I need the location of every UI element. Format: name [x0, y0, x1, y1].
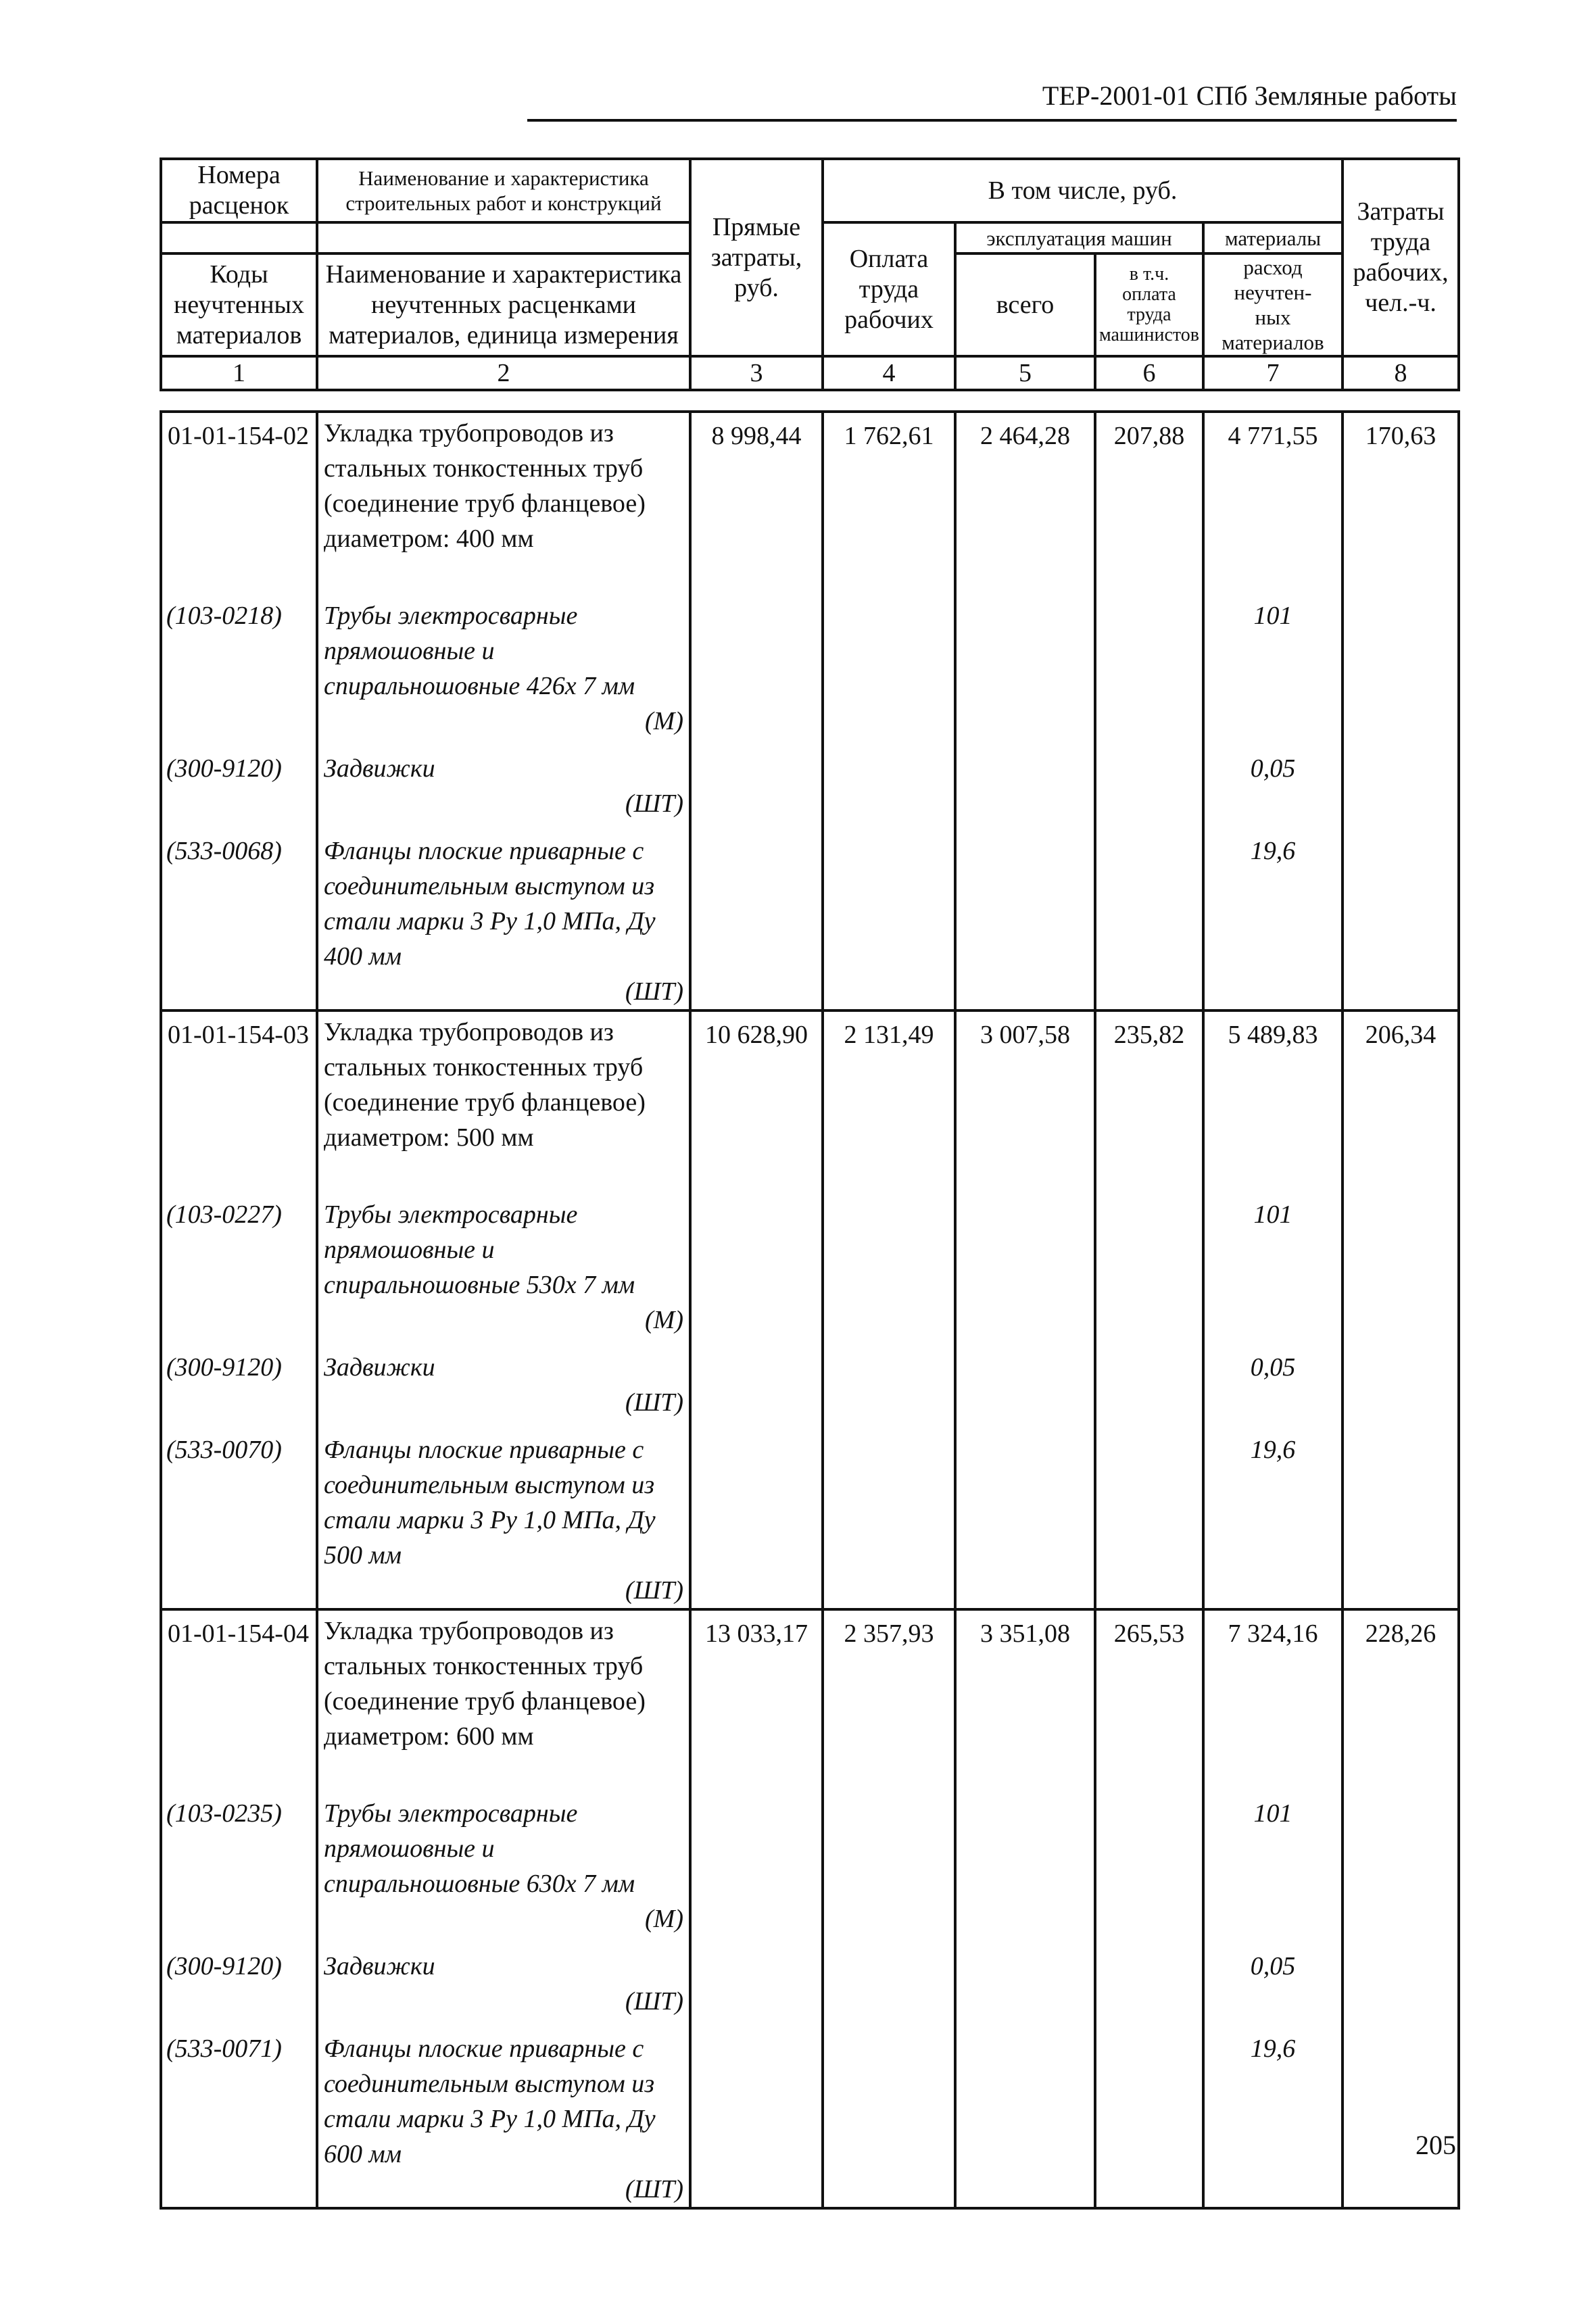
empty-cell — [955, 598, 1095, 751]
empty-cell — [1095, 1350, 1203, 1432]
text-line: стальных тонкостенных труб — [324, 1053, 644, 1081]
text-line: (соединение труб фланцевое) — [324, 489, 646, 518]
document-title: ТЕР-2001-01 СПб Земляные работы — [1042, 80, 1457, 111]
header-direct-costs — [690, 159, 823, 356]
text-line: 600 мм — [324, 2140, 402, 2168]
material-code: (103-0227) — [161, 1197, 317, 1350]
empty-cell — [955, 1949, 1095, 2031]
header-line: неучтенных — [173, 290, 305, 319]
text-line: стальных тонкостенных труб — [324, 454, 644, 483]
material-qty: 19,6 — [1203, 2031, 1343, 2208]
header-line: труда — [859, 274, 919, 303]
header-including: В том числе, руб. — [823, 159, 1343, 222]
text-line: Укладка трубопроводов из — [324, 419, 614, 447]
text-line: Укладка трубопроводов из — [324, 1617, 614, 1645]
header-text — [692, 212, 821, 303]
empty-cell — [1095, 1197, 1203, 1350]
value-machines-total: 2 464,28 — [955, 412, 1095, 598]
material-unit: (М) — [645, 1306, 683, 1334]
material-row — [161, 751, 1459, 833]
header-text — [824, 244, 954, 335]
header-line: ных — [1255, 306, 1291, 329]
empty-cell — [1343, 1796, 1459, 1949]
material-qty: 0,05 — [1203, 1949, 1343, 2031]
column-number: 1 — [161, 356, 317, 390]
value-machinist-pay: 265,53 — [1095, 1609, 1203, 1796]
empty-cell — [690, 751, 823, 833]
value-materials: 4 771,55 — [1203, 412, 1343, 598]
column-number: 7 — [1203, 356, 1343, 390]
empty-cell — [690, 2031, 823, 2208]
header-material-consumption — [1203, 253, 1343, 356]
material-unit: (ШТ) — [625, 1576, 683, 1605]
empty-cell — [1343, 1350, 1459, 1432]
column-number: 5 — [955, 356, 1095, 390]
header-text — [1096, 264, 1202, 345]
header-line: рабочих — [844, 305, 934, 334]
header-line: Номера — [197, 161, 281, 189]
text-line: соединительным выступом из — [324, 872, 655, 900]
empty-cell — [1343, 2031, 1459, 2208]
spacer — [324, 1754, 689, 1796]
empty-cell — [1095, 1796, 1203, 1949]
header-text — [1205, 255, 1341, 355]
text-line: (соединение труб фланцевое) — [324, 1687, 646, 1715]
spacer — [324, 1420, 683, 1432]
spacer — [324, 556, 689, 598]
text-line: Фланцы плоские приварные с — [324, 837, 644, 865]
empty-cell — [1095, 751, 1203, 833]
value-materials: 5 489,83 — [1203, 1010, 1343, 1197]
text-line: соединительным выступом из — [324, 1471, 655, 1499]
spacer — [324, 2019, 683, 2031]
empty-cell — [690, 1197, 823, 1350]
running-header — [527, 74, 1457, 122]
empty-cell — [1095, 1949, 1203, 2031]
header-line: Наименование и характеристика — [358, 166, 649, 190]
rate-code: 01-01-154-02 — [161, 412, 317, 598]
text-line: прямошовные и — [324, 1834, 495, 1863]
column-number: 3 — [690, 356, 823, 390]
text-line: стали марки 3 Ру 1,0 МПа, Ду — [324, 907, 656, 935]
material-row — [161, 2031, 1459, 2208]
text-line: стали марки 3 Ру 1,0 МПа, Ду — [324, 2105, 656, 2133]
rate-name — [317, 1609, 690, 1796]
material-code: (533-0068) — [161, 833, 317, 1010]
rate-row — [161, 1609, 1459, 1796]
header-labor-pay — [823, 222, 955, 356]
header-line: рабочих, — [1353, 258, 1449, 287]
value-direct: 8 998,44 — [690, 412, 823, 598]
header-work-name — [317, 159, 690, 222]
column-number: 8 — [1343, 356, 1459, 390]
rates-table — [160, 410, 1460, 2210]
text-line: Задвижки — [324, 1353, 435, 1382]
empty-cell — [1343, 598, 1459, 751]
value-materials: 7 324,16 — [1203, 1609, 1343, 1796]
header-line: Наименование и характеристика — [325, 260, 682, 289]
material-unit: (ШТ) — [625, 977, 683, 1006]
rate-name — [317, 1010, 690, 1197]
header-line: руб. — [734, 273, 779, 302]
material-qty: 0,05 — [1203, 1350, 1343, 1432]
rate-code: 01-01-154-03 — [161, 1010, 317, 1197]
material-code: (300-9120) — [161, 1350, 317, 1432]
header-line: расценок — [189, 191, 289, 220]
text-line: Фланцы плоские приварные с — [324, 1436, 644, 1464]
material-row — [161, 1197, 1459, 1350]
header-line: неучтен- — [1234, 281, 1312, 304]
empty-cell — [690, 1350, 823, 1432]
material-qty: 19,6 — [1203, 1432, 1343, 1609]
text-line: 400 мм — [324, 942, 402, 971]
spacer — [324, 1155, 689, 1197]
header-line: чел.-ч. — [1365, 289, 1436, 317]
material-row — [161, 833, 1459, 1010]
empty-cell — [823, 751, 955, 833]
header-text — [1344, 197, 1457, 318]
rate-name — [317, 412, 690, 598]
header-line: материалов — [176, 320, 302, 349]
text-line: Трубы электросварные — [324, 1200, 578, 1229]
header-line: строительных работ и конструкций — [345, 191, 662, 215]
spacer — [324, 1936, 683, 1949]
empty-cell — [690, 1432, 823, 1609]
header-machinist-pay — [1095, 253, 1203, 356]
value-machinist-pay: 235,82 — [1095, 1010, 1203, 1197]
empty-cell — [955, 1796, 1095, 1949]
text-line: стали марки 3 Ру 1,0 МПа, Ду — [324, 1506, 656, 1534]
empty-cell — [1095, 2031, 1203, 2208]
text-line: прямошовные и — [324, 637, 495, 665]
value-labor-hours: 206,34 — [1343, 1010, 1459, 1197]
column-number: 2 — [317, 356, 690, 390]
text-line: Фланцы плоские приварные с — [324, 2034, 644, 2063]
material-name — [317, 1949, 690, 2031]
header-line: Коды — [210, 260, 268, 289]
value-labor-pay: 2 131,49 — [823, 1010, 955, 1197]
material-row — [161, 1796, 1459, 1949]
material-name — [317, 1197, 690, 1350]
column-numbers-row — [161, 356, 1459, 390]
spacer — [324, 1338, 683, 1350]
material-name — [317, 2031, 690, 2208]
header-line: машинистов — [1099, 324, 1199, 345]
material-name — [317, 1796, 690, 1949]
empty-cell — [955, 1197, 1095, 1350]
value-labor-pay: 1 762,61 — [823, 412, 955, 598]
material-row — [161, 598, 1459, 751]
text-line: диаметром: 500 мм — [324, 1123, 534, 1152]
header-machine-operation: эксплуатация машин — [955, 222, 1203, 253]
text-line: Укладка трубопроводов из — [324, 1018, 614, 1046]
header-line: Оплата — [849, 244, 929, 273]
column-number: 6 — [1095, 356, 1203, 390]
empty-cell — [690, 1796, 823, 1949]
value-machines-total: 3 007,58 — [955, 1010, 1095, 1197]
table-header — [160, 157, 1460, 391]
empty-cell — [823, 2031, 955, 2208]
header-labor-hours — [1343, 159, 1459, 356]
value-labor-pay: 2 357,93 — [823, 1609, 955, 1796]
empty-cell — [823, 1949, 955, 2031]
empty-cell — [1095, 833, 1203, 1010]
header-line: в т.ч. — [1129, 264, 1169, 285]
header-material-codes — [161, 253, 317, 356]
empty-cell — [823, 1197, 955, 1350]
material-unit: (ШТ) — [625, 789, 683, 818]
material-row — [161, 1949, 1459, 2031]
empty-cell — [955, 2031, 1095, 2208]
header-line: затраты, — [710, 243, 802, 272]
material-qty: 101 — [1203, 598, 1343, 751]
material-qty: 0,05 — [1203, 751, 1343, 833]
material-name — [317, 751, 690, 833]
header-text — [318, 260, 689, 351]
header-material-names — [317, 253, 690, 356]
value-direct: 13 033,17 — [690, 1609, 823, 1796]
material-code: (103-0235) — [161, 1796, 317, 1949]
material-unit: (ШТ) — [625, 2175, 683, 2203]
header-line: труда — [1370, 228, 1431, 256]
empty-cell — [1343, 1432, 1459, 1609]
empty-cell — [1343, 833, 1459, 1010]
text-line: спиральношовные 530х 7 мм — [324, 1271, 635, 1299]
material-unit: (М) — [645, 1905, 683, 1933]
rate-code: 01-01-154-04 — [161, 1609, 317, 1796]
material-code: (533-0070) — [161, 1432, 317, 1609]
empty-cell — [955, 833, 1095, 1010]
header-line: материалов — [1222, 331, 1324, 354]
header-line: материалов, единица измерения — [329, 320, 679, 349]
header-line: оплата — [1122, 284, 1176, 305]
text-line: спиральношовные 630х 7 мм — [324, 1870, 635, 1898]
header-line: Затраты — [1357, 197, 1445, 226]
material-name — [317, 598, 690, 751]
empty-cell — [955, 1432, 1095, 1609]
text-line: Трубы электросварные — [324, 602, 578, 630]
empty-cell — [955, 1350, 1095, 1432]
material-name — [317, 833, 690, 1010]
material-unit: (ШТ) — [625, 1987, 683, 2016]
empty-cell — [1343, 1197, 1459, 1350]
empty-cell — [955, 751, 1095, 833]
material-unit: (ШТ) — [625, 1388, 683, 1417]
material-name — [317, 1432, 690, 1609]
material-code: (103-0218) — [161, 598, 317, 751]
text-line: диаметром: 400 мм — [324, 525, 534, 553]
header-rate-number-2 — [161, 222, 317, 253]
header-line: неучтенных расценками — [371, 290, 636, 319]
header-text — [162, 160, 316, 221]
text-line: спиральношовные 426х 7 мм — [324, 672, 635, 700]
value-labor-hours: 170,63 — [1343, 412, 1459, 598]
header-line: расход — [1243, 255, 1303, 279]
page-number: 205 — [1416, 2130, 1456, 2160]
empty-cell — [1343, 1949, 1459, 2031]
header-rate-number — [161, 159, 317, 222]
empty-cell — [690, 1949, 823, 2031]
text-line: (соединение труб фланцевое) — [324, 1088, 646, 1117]
empty-cell — [1095, 1432, 1203, 1609]
empty-cell — [1095, 598, 1203, 751]
header-line: Прямые — [712, 212, 801, 241]
header-machines-total: всего — [955, 253, 1095, 356]
empty-cell — [823, 1350, 955, 1432]
empty-cell — [690, 598, 823, 751]
material-qty: 101 — [1203, 1197, 1343, 1350]
empty-cell — [823, 598, 955, 751]
material-code: (300-9120) — [161, 751, 317, 833]
empty-cell — [823, 1432, 955, 1609]
header-line: труда — [1127, 304, 1171, 325]
column-number: 4 — [823, 356, 955, 390]
text-line: Задвижки — [324, 1952, 435, 1980]
header-work-name-2 — [317, 222, 690, 253]
empty-cell — [823, 833, 955, 1010]
material-code: (533-0071) — [161, 2031, 317, 2208]
header-text — [318, 166, 689, 216]
text-line: Задвижки — [324, 754, 435, 783]
spacer — [324, 739, 683, 751]
text-line: диаметром: 600 мм — [324, 1722, 534, 1751]
material-row — [161, 1350, 1459, 1432]
text-line: 500 мм — [324, 1541, 402, 1569]
material-qty: 19,6 — [1203, 833, 1343, 1010]
material-row — [161, 1432, 1459, 1609]
text-line: соединительным выступом из — [324, 2070, 655, 2098]
value-labor-hours: 228,26 — [1343, 1609, 1459, 1796]
empty-cell — [1343, 751, 1459, 833]
material-code: (300-9120) — [161, 1949, 317, 2031]
material-qty: 101 — [1203, 1796, 1343, 1949]
text-line: прямошовные и — [324, 1236, 495, 1264]
spacer — [324, 821, 683, 833]
text-line: Трубы электросварные — [324, 1799, 578, 1828]
empty-cell — [823, 1796, 955, 1949]
material-unit: (М) — [645, 707, 683, 735]
value-machinist-pay: 207,88 — [1095, 412, 1203, 598]
empty-cell — [690, 833, 823, 1010]
text-line: стальных тонкостенных труб — [324, 1652, 644, 1680]
header-materials: материалы — [1203, 222, 1343, 253]
rate-row — [161, 412, 1459, 598]
header-text — [162, 260, 316, 351]
material-name — [317, 1350, 690, 1432]
value-direct: 10 628,90 — [690, 1010, 823, 1197]
value-machines-total: 3 351,08 — [955, 1609, 1095, 1796]
rate-row — [161, 1010, 1459, 1197]
